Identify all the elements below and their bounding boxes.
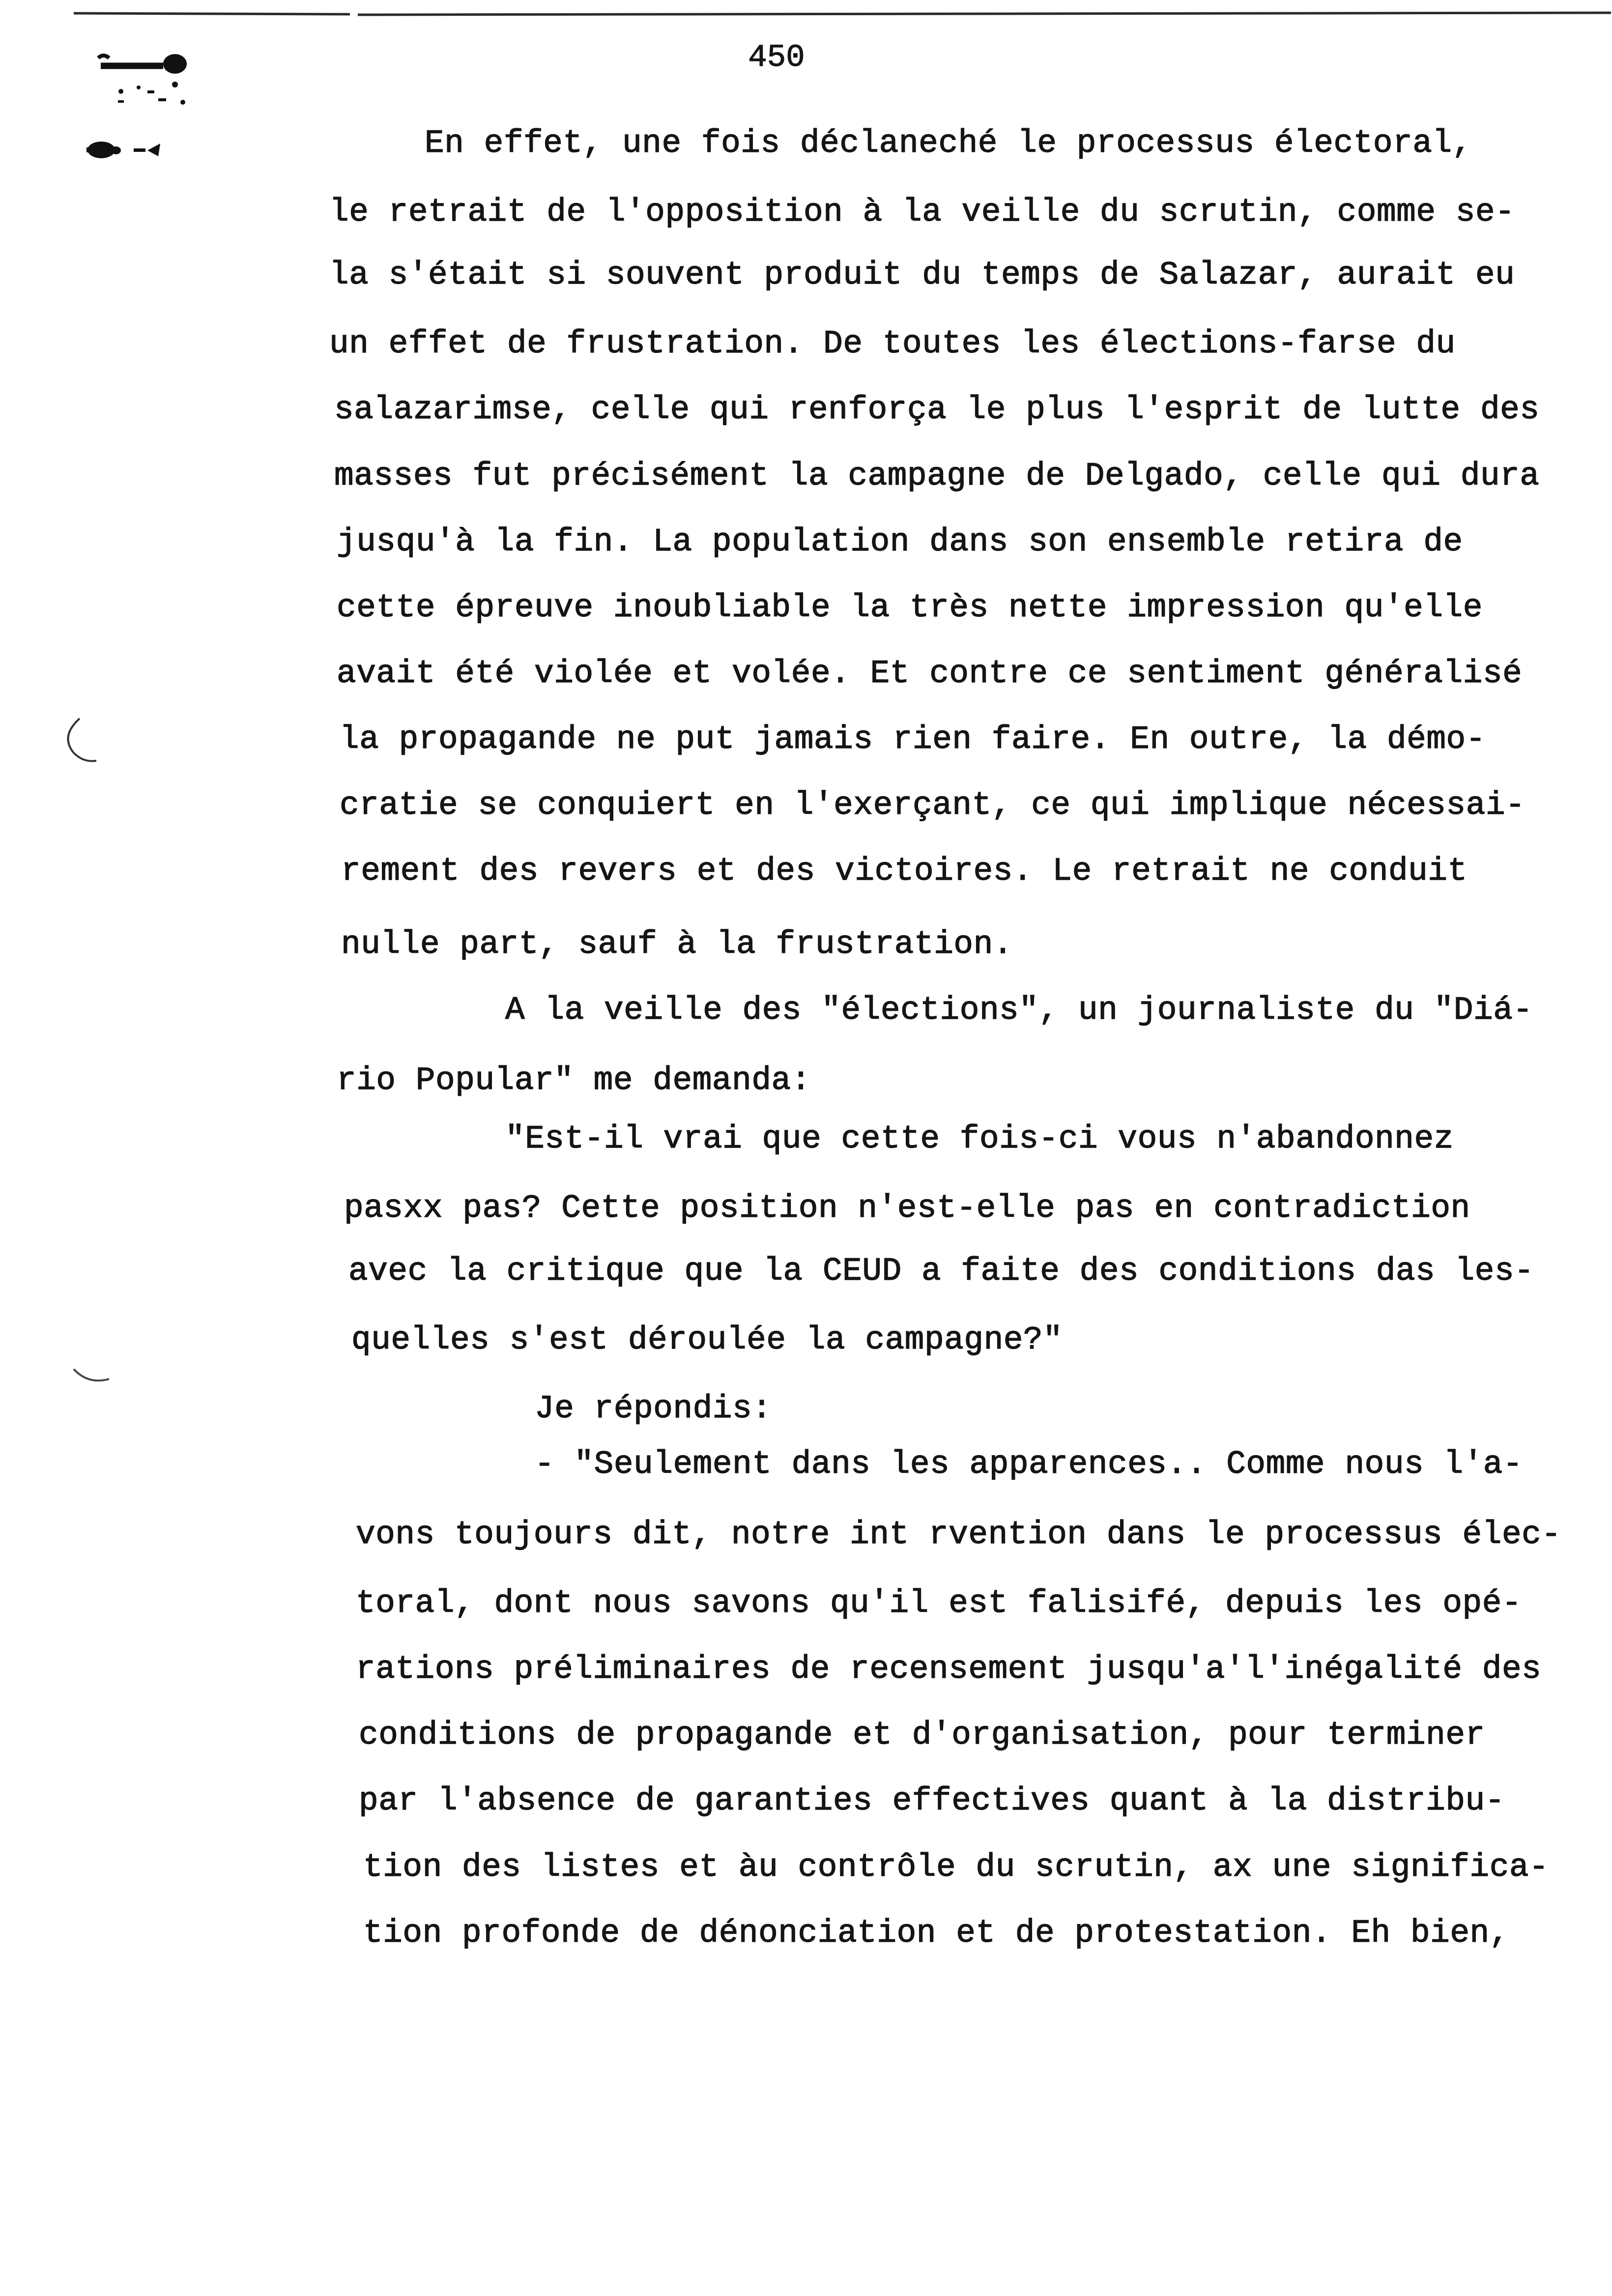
text-line: jusqu'à la fin. La population dans son ensemble retira de [337,523,1463,560]
text-line: "Est-il vrai que cette fois-ci vous n'abandonnez [505,1120,1454,1157]
margin-arrow-mark [134,144,160,156]
margin-blot [86,142,121,158]
text-line: rio Popular" me demanda: [337,1062,811,1099]
top-rule-segment [358,13,1611,15]
text-line: Je répondis: [535,1390,772,1427]
text-line: la s'était si souvent produit du temps de Salazar, aurait eu [329,257,1515,293]
text-line: quelles s'est déroulée la campagne?" [351,1321,1063,1358]
text-line: tion profonde de dénonciation et de protestation. Eh bien, [363,1915,1509,1952]
margin-dots [118,82,185,105]
text-line: avec la critique que la CEUD a faite des conditions das les- [348,1253,1534,1290]
text-line: rations préliminaires de recensement jusqu'a'l'inégalité des [356,1651,1542,1688]
page-number: 450 [748,40,805,76]
text-line: avait été violée et volée. Et contre ce sentiment généralisé [337,655,1523,692]
text-line: tion des listes et àu contrôle du scrutin, ax une significa- [363,1849,1549,1886]
text-line: toral, dont nous savons qu'il est falisifé, depuis les opé- [356,1585,1522,1622]
text-line: rement des revers et des victoires. Le retrait ne conduit [341,853,1468,890]
text-line: la propagande ne put jamais rien faire. En outre, la démo- [340,721,1486,758]
text-line: pasxx pas? Cette position n'est-elle pas en contradiction [344,1190,1470,1227]
margin-curve-mark [74,1369,109,1380]
text-line: En effet, une fois déclaneché le processus électoral, [425,125,1472,162]
text-line: nulle part, sauf à la frustration. [341,926,1013,963]
text-line: - "Seulement dans les apparences.. Comme nous l'a- [535,1446,1523,1483]
text-line: un effet de frustration. De toutes les élections-farse du [329,325,1456,362]
text-line: vons toujours dit, notre int rvention dans le processus élec- [356,1516,1561,1553]
text-line: masses fut précisément la campagne de Delgado, celle qui dura [334,458,1540,494]
text-line: salazarimse, celle qui renforça le plus l'esprit de lutte des [334,391,1540,428]
text-line: conditions de propagande et d'organisation, pour terminer [359,1717,1485,1753]
text-line: cette épreuve inoubliable la très nette impression qu'elle [337,589,1483,626]
margin-bracket-mark [68,718,96,761]
margin-key-mark [98,54,187,74]
top-rule [74,13,350,14]
text-line: cratie se conquiert en l'exerçant, ce qui implique nécessai- [340,787,1526,824]
text-line: A la veille des "élections", un journaliste du "Diá- [505,992,1533,1029]
text-line: le retrait de l'opposition à la veille du scrutin, comme se- [329,194,1515,230]
text-line: par l'absence de garanties effectives quant à la distribu- [359,1782,1505,1819]
